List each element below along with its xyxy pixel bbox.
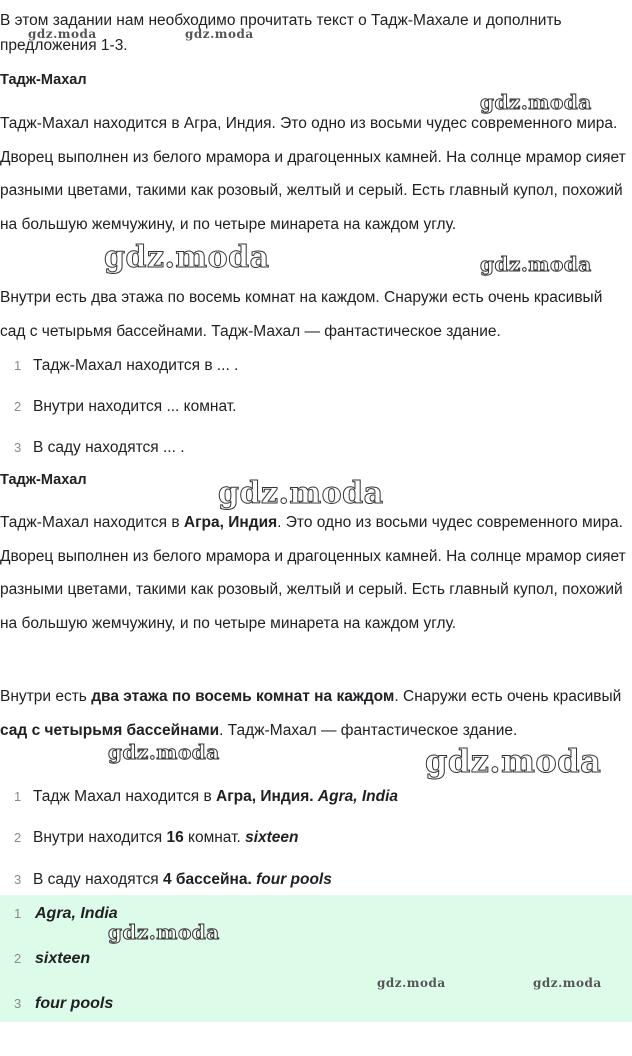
section1-paragraph-1: Тадж-Махал находится в Агра, Индия. Это одно из восьми чудес современного мира. Дворец выполнен из белого мрамора и драгоценных камней. На солнце мрамор сияет разными цветами, такими как розовый, желтый и серый. Есть главный купол, похожий на большую жемчужину, и по четыре минарета на каждом углу. [0,115,626,233]
intro-line-2: предложения 1-3. [0,37,128,54]
watermark: gdz.moda [425,742,602,780]
watermark: gdz.moda [108,920,220,944]
watermark: gdz.moda [377,976,446,990]
watermark: gdz.moda [533,976,602,990]
section1-heading: Тадж-Махал [0,72,87,88]
watermark: gdz.moda [185,27,254,41]
watermark: gdz.moda [218,476,384,511]
answers-box: 1 Agra, India 2 sixteen 3 four pools [0,895,632,1022]
section2-heading: Тадж-Махал [0,472,87,488]
watermark: gdz.moda [104,240,270,275]
section2-paragraph-2: Внутри есть два этажа по восемь комнат на каждом. Снаружи есть очень красивый сад с четырьмя бассейнами. Тадж-Махал — фантастическое здание. [0,688,622,739]
section2-paragraph-1: Тадж-Махал находится в Агра, Индия. Это одно из восьми чудес современного мира. Дворец выполнен из белого мрамора и драгоценных камней. На солнце мрамор сияет разными цветами, такими как розовый, желтый и серый. Есть главный купол, похожий на большую жемчужину, и по четыре минарета на каждом углу. [0,514,626,632]
watermark: gdz.moda [480,252,592,276]
watermark: gdz.moda [480,90,592,114]
watermark: gdz.moda [108,740,220,764]
answer-garden: сад с четырьмя бассейнами [0,721,220,739]
intro-line-1: В этом задании нам необходимо прочитать текст о Тадж-Махале и дополнить [0,12,562,29]
watermark: gdz.moda [28,27,97,41]
section1-paragraph-2: Внутри есть два этажа по восемь комнат на каждом. Снаружи есть очень красивый сад с четырьмя бассейнами. Тадж-Махал — фантастическое здание. [0,289,603,340]
answer-location: Агра, Индия [183,514,278,531]
answer-rooms: два этажа по восемь комнат на каждом [91,688,395,705]
